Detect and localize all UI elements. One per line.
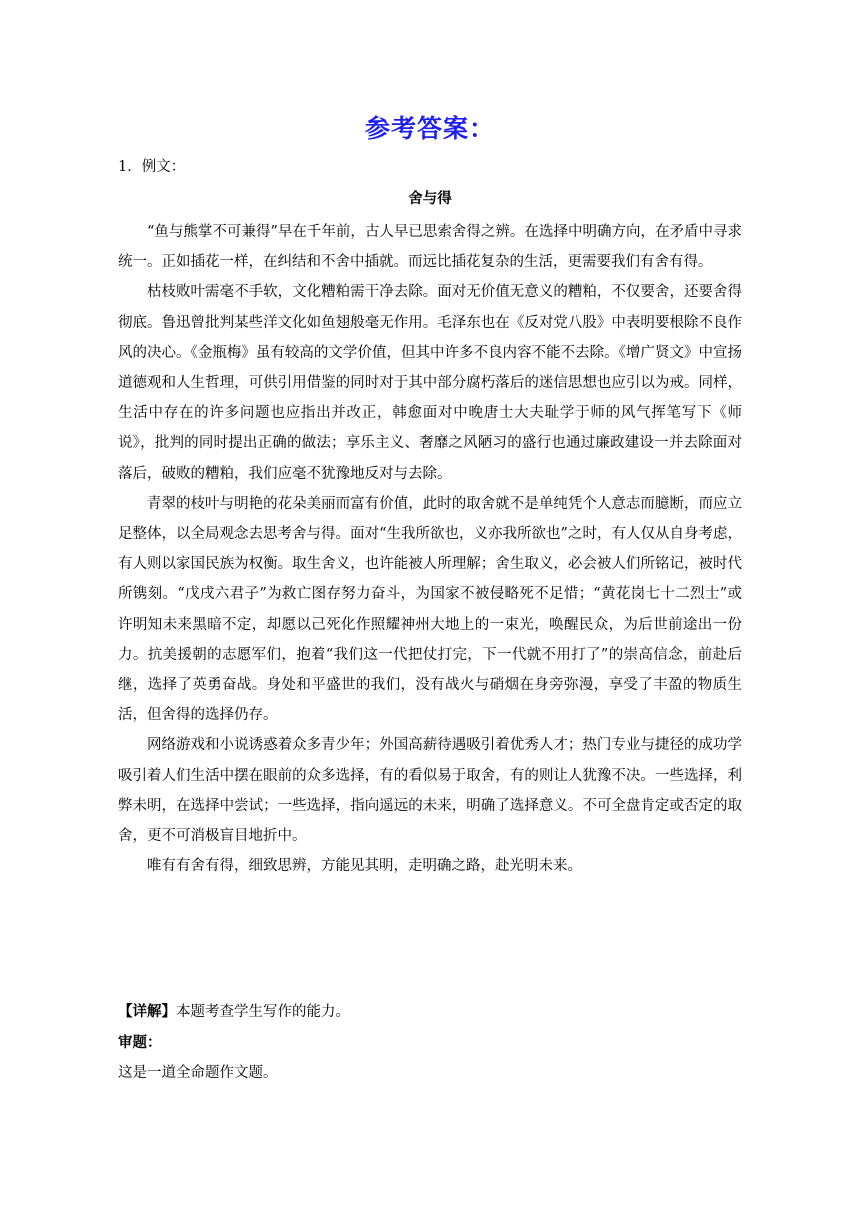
explanation-section xyxy=(118,997,742,1089)
essay-paragraph-2: 枯枝败叶需毫不手软，文化糟粕需干净去除。面对无价值无意义的糟粕，不仅要舍，还要舍得彻底。鲁迅曾批判某些洋文化如鱼翅般毫无作用。毛泽东也在《反对党八股》中表明要根除不良作风的决心。《金瓶梅》虽有较高的文学价值，但其中许多不良内容不能不去除。《增广贤文》中宣扬道德观和人生哲理，可供引用借鉴的同时对于其中部分腐朽落后的迷信思想也应引以为戒。同样，生活中存在的许多问题也应指出并改正，韩愈面对中晚唐士大夫耻学于师的风气挥笔写下《师说》，批判的同时提出正确的做法；享乐主义、奢靡之风陋习的盛行也通过廉政建设一并去除面对落后，破败的糟粕，我们应毫不犹豫地反对与去除。 xyxy=(118,284,742,482)
essay-body xyxy=(118,217,742,881)
review-label: 审题： xyxy=(118,1034,162,1051)
answer-heading: 参考答案： xyxy=(364,114,495,143)
essay-paragraph-4: 网络游戏和小说诱惑着众多青少年；外国高薪待遇吸引着优秀人才；热门专业与捷径的成功学吸引着人们生活中摆在眼前的众多选择，有的看似易于取舍，有的则让人犹豫不决。一些选择，利弊未明，在选择中尝试；一些选择，指向遥远的未来，明确了选择意义。不可全盘肯定或否定的取舍，更不可消极盲目地折中。 xyxy=(118,737,742,845)
essay-paragraph-5: 唯有有舍有得，细致思辨，方能见其明，走明确之路，赴光明未来。 xyxy=(147,858,582,875)
detail-label: 【详解】 xyxy=(118,1004,176,1020)
essay-paragraph-1: “鱼与熊掌不可兼得”早在千年前，古人早已思索舍得之辨。在选择中明确方向，在矛盾中寻求统一。正如插花一样，在纠结和不舍中插就。而远比插花复杂的生活，更需要我们有舍有得。 xyxy=(118,224,742,271)
essay-title: 舍与得 xyxy=(408,191,452,207)
review-text: 这是一道全命题作文题。 xyxy=(118,1065,278,1081)
question-number: 1．例文： xyxy=(118,159,186,175)
detail-line xyxy=(118,997,742,1028)
detail-text: 本题考查学生写作的能力。 xyxy=(176,1004,350,1020)
essay-paragraph-3: 青翠的枝叶与明艳的花朵美丽而富有价值，此时的取舍就不是单纯凭个人意志而臆断，而应立足整体，以全局观念去思考舍与得。面对“生我所欲也，义亦我所欲也”之时，有人仅从自身考虑，有人则以家国民族为权衡。取生舍义，也许能被人所理解；舍生取义，必会被人们所铭记，被时代所镌刻。“戊戌六君子”为救亡图存努力奋斗，为国家不被侵略死不足惜；“黄花岗七十二烈士”或许明知未来黑暗不定，却愿以己死化作照耀神州大地上的一束光，唤醒民众，为后世前途出一份力。抗美援朝的志愿军们，抱着“我们这一代把仗打完，下一代就不用打了”的崇高信念，前赴后继，选择了英勇奋战。身处和平盛世的我们，没有战火与硝烟在身旁弥漫，享受了丰盈的物质生活，但舍得的选择仍存。 xyxy=(118,495,742,724)
